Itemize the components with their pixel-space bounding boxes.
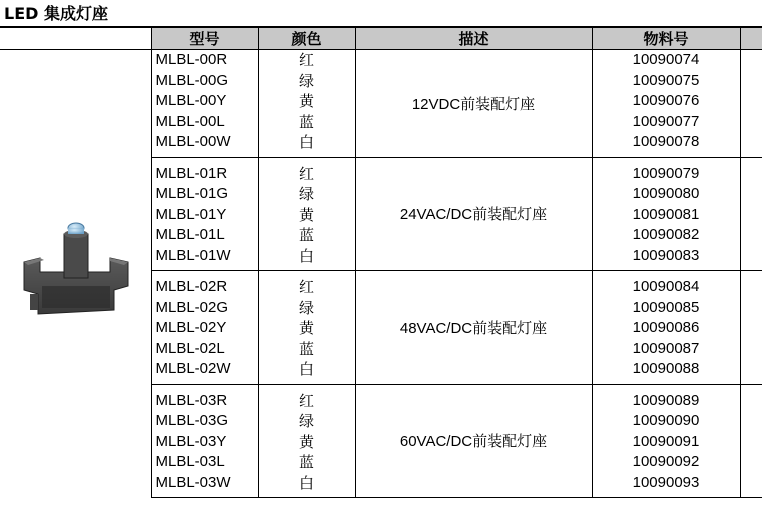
model-text: MLBL-00G xyxy=(155,71,229,89)
part-number-text: 10090089 xyxy=(632,391,700,409)
product-image-cell xyxy=(0,50,151,498)
part-number-text: 10090087 xyxy=(632,339,700,357)
color-text: 白 xyxy=(298,246,314,265)
description-text: 24VAC/DC前装配灯座 xyxy=(399,206,548,224)
color-text: 绿 xyxy=(298,298,314,317)
color-text: 蓝 xyxy=(298,226,314,244)
model-text: MLBL-00L xyxy=(155,112,225,130)
part-number-text: 10090078 xyxy=(632,133,700,150)
model-text: MLBL-01R xyxy=(155,164,228,182)
color-text: 绿 xyxy=(298,71,314,90)
color-text: 黄 xyxy=(298,92,314,110)
color-text: 红 xyxy=(298,51,314,69)
part-number-cell xyxy=(592,384,740,498)
part-number-text: 10090084 xyxy=(632,278,700,295)
description-column-header: 描述 xyxy=(355,27,592,50)
part-number-text: 10090090 xyxy=(632,412,700,429)
model-text: MLBL-02Y xyxy=(155,319,227,336)
color-text: 黄 xyxy=(298,319,314,337)
model-text: MLBL-02W xyxy=(155,360,231,377)
model-text: MLBL-00W xyxy=(155,133,231,150)
part-number-text: 10090077 xyxy=(632,112,700,130)
page-title: LED 集成灯座 xyxy=(4,4,108,23)
color-cell xyxy=(258,157,355,271)
color-cell xyxy=(258,384,355,498)
color-text: 绿 xyxy=(298,185,314,203)
model-text: MLBL-01Y xyxy=(155,205,227,223)
led-lamp-holder-image xyxy=(10,214,140,334)
part-number-cell xyxy=(592,50,740,158)
part-number-cell xyxy=(592,271,740,385)
model-cell xyxy=(151,384,258,498)
product-table xyxy=(0,26,762,498)
part-number-text: 10090079 xyxy=(632,164,700,182)
color-text: 白 xyxy=(298,133,314,151)
model-text: MLBL-01G xyxy=(155,185,229,202)
description-text: 60VAC/DC前装配灯座 xyxy=(399,433,548,451)
extra-cell xyxy=(740,271,762,385)
color-text: 红 xyxy=(298,164,314,183)
model-text: MLBL-03R xyxy=(155,391,228,409)
color-text: 白 xyxy=(298,360,314,378)
model-text: MLBL-02R xyxy=(155,278,228,295)
color-text: 绿 xyxy=(298,412,314,430)
model-text: MLBL-03L xyxy=(155,453,225,470)
description-cell xyxy=(355,384,592,498)
image-column-header xyxy=(0,27,151,50)
model-cell xyxy=(151,271,258,385)
part-number-text: 10090088 xyxy=(632,360,700,377)
extra-column-header xyxy=(740,27,762,50)
description-text: 12VDC前装配灯座 xyxy=(411,95,536,113)
part-number-text: 10090080 xyxy=(632,185,700,202)
description-cell xyxy=(355,271,592,385)
part-number-column-header: 物料号 xyxy=(592,27,740,50)
model-text: MLBL-02L xyxy=(155,339,225,357)
part-number-text: 10090082 xyxy=(632,226,700,243)
description-text: 48VAC/DC前装配灯座 xyxy=(399,319,548,337)
color-text: 红 xyxy=(298,278,314,296)
model-cell xyxy=(151,157,258,271)
color-text: 蓝 xyxy=(298,112,314,131)
part-number-text: 10090091 xyxy=(632,432,700,450)
color-cell xyxy=(258,50,355,158)
part-number-text: 10090092 xyxy=(632,453,700,470)
model-column-header: 型号 xyxy=(151,27,258,50)
model-text: MLBL-01W xyxy=(155,246,231,264)
part-number-text: 10090085 xyxy=(632,298,700,316)
color-text: 黄 xyxy=(298,432,314,451)
color-column-header: 颜色 xyxy=(258,27,355,50)
part-number-text: 10090076 xyxy=(632,92,700,109)
color-text: 黄 xyxy=(298,205,314,224)
model-text: MLBL-03G xyxy=(155,412,229,429)
extra-cell xyxy=(740,157,762,271)
description-cell xyxy=(355,157,592,271)
model-text: MLBL-03W xyxy=(155,473,231,491)
color-text: 白 xyxy=(298,473,314,492)
table-header-row xyxy=(0,27,762,50)
model-text: MLBL-03Y xyxy=(155,432,227,450)
part-number-text: 10090083 xyxy=(632,246,700,264)
model-text: MLBL-00R xyxy=(155,51,228,68)
extra-cell xyxy=(740,50,762,158)
part-number-text: 10090086 xyxy=(632,319,700,336)
model-text: MLBL-01L xyxy=(155,226,225,243)
part-number-text: 10090074 xyxy=(632,51,700,68)
model-cell xyxy=(151,50,258,158)
description-cell xyxy=(355,50,592,158)
color-cell xyxy=(258,271,355,385)
part-number-text: 10090093 xyxy=(632,473,700,491)
model-text: MLBL-00Y xyxy=(155,92,227,109)
part-number-cell xyxy=(592,157,740,271)
color-text: 红 xyxy=(298,391,314,410)
color-text: 蓝 xyxy=(298,339,314,358)
color-text: 蓝 xyxy=(298,453,314,471)
model-text: MLBL-02G xyxy=(155,298,229,316)
part-number-text: 10090081 xyxy=(632,205,700,223)
table-row xyxy=(0,50,762,158)
part-number-text: 10090075 xyxy=(632,71,700,89)
extra-cell xyxy=(740,384,762,498)
